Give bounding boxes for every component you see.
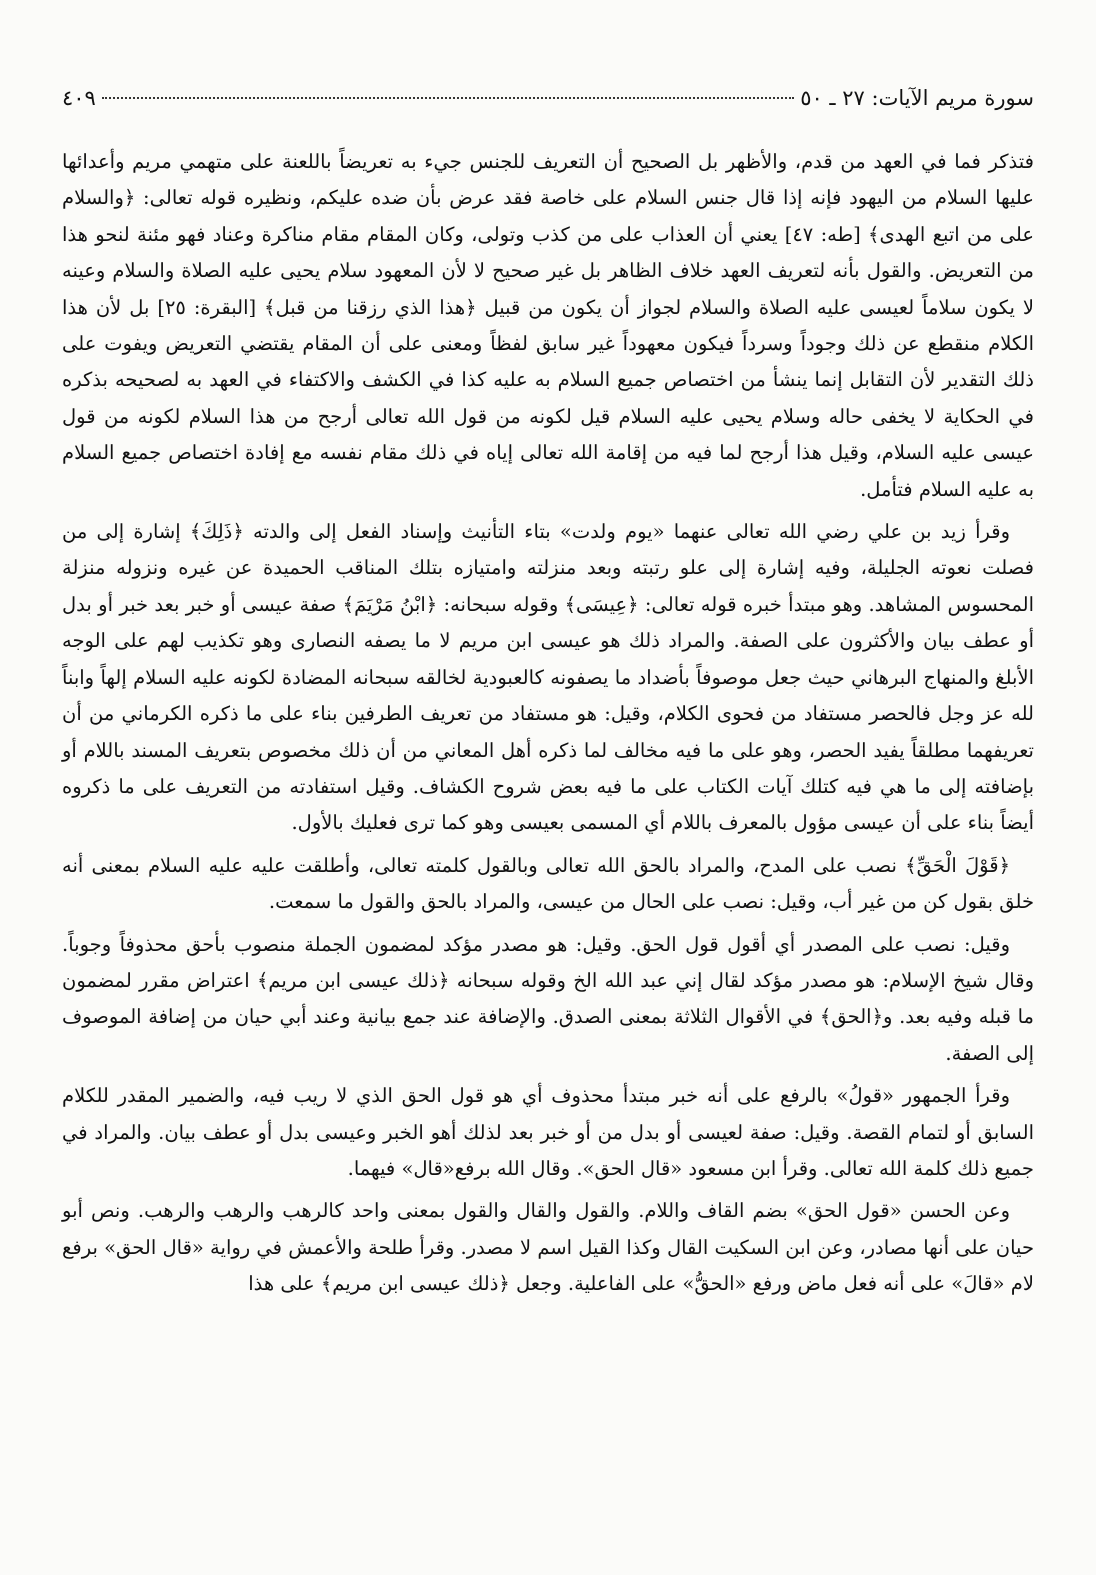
surah-title: سورة مريم الآيات: ٢٧ ـ ٥٠ [800, 86, 1034, 110]
paragraph-3: ﴿قَوْلَ الْحَقِّ﴾ نصب على المدح، والمراد بالحق الله تعالى وبالقول كلمته تعالى، وأطلقت عليه عليه السلام بمعنى أنه خلق بقول كن من غير أب، وقيل: نصب على الحال من عيسى، والمراد بالحق والقول ما سمعت. [62, 853, 1034, 914]
paragraph-4: وقيل: نصب على المصدر أي أقول قول الحق. وقيل: هو مصدر مؤكد لمضمون الجملة منصوب بأحق محذوفاً وجوباً. وقال شيخ الإسلام: هو مصدر مؤكد لقال إني عبد الله الخ وقوله سبحانه ﴿ذلك عيسى ابن مريم﴾ اعتراض مقرر لمضمون ما قبله وفيه بعد. و﴿الحق﴾ في الأقوال الثلاثة بمعنى الصدق. والإضافة عند جمع بيانية وعند أبي حيان من إضافة الموصوف إلى الصفة. [62, 932, 1034, 1065]
body-text [62, 144, 1034, 1303]
paragraph-2: وقرأ زيد بن علي رضي الله تعالى عنهما «يوم ولدت» بتاء التأنيث وإسناد الفعل إلى والدته ﴿ذَلِكَ﴾ إشارة إلى من فصلت نعوته الجليلة، وفيه إشارة إلى علو رتبته وبعد منزلته وامتيازه بتلك المناقب الحميدة عن غيره ونزوله منزلة المحسوس المشاهد. وهو مبتدأ خبره قوله تعالى: ﴿عِيسَى﴾ وقوله سبحانه: ﴿ابْنُ مَرْيَمَ﴾ صفة عيسى أو خبر بعد خبر أو بدل أو عطف بيان والأكثرون على الصفة. والمراد ذلك هو عيسى ابن مريم لا ما يصفه النصارى وهو تكذيب لهم على الوجه الأبلغ والمنهاج البرهاني حيث جعل موصوفاً بأضداد ما يصفونه كالعبودية لخالقه سبحانه المضادة لكونه عليه السلام إلهاً وابناً لله عز وجل فالحصر مستفاد من فحوى الكلام، وقيل: هو مستفاد من تعريف الطرفين بناء على ما ذكره الكرماني من أن تعريفهما مطلقاً يفيد الحصر، وهو على ما فيه مخالف لما ذكره أهل المعاني من أن ذلك مخصوص بتعريف المسند باللام أو بإضافته إلى ما هي فيه كتلك آيات الكتاب على ما فيه بعض شروح الكشاف. وقيل استفادته من التعريف على ما ذكروه أيضاً بناء على أن عيسى مؤول بالمعرف باللام أي المسمى بعيسى وهو كما ترى فعليك بالأول. [62, 520, 1034, 835]
leader-dots [102, 97, 794, 99]
paragraph-1: فتذكر فما في العهد من قدم، والأظهر بل الصحيح أن التعريف للجنس جيء به تعريضاً باللعنة على متهمي مريم وأعدائها عليها السلام من اليهود فإنه إذا قال جنس السلام على خاصة فقد عرض بأن ضده عليكم، ونظيره قوله تعالى: ﴿والسلام على من اتبع الهدى﴾ [طه: ٤٧] يعني أن العذاب على من كذب وتولى، وكان المقام مقام مناكرة وعناد فهو مئنة لنحو هذا من التعريض. والقول بأنه لتعريف العهد خلاف الظاهر بل غير صحيح لا لأن المعهود سلام يحيى عليه الصلاة والسلام وعينه لا يكون سلاماً لعيسى عليه الصلاة والسلام لجواز أن يكون من قبيل ﴿هذا الذي رزقنا من قبل﴾ [البقرة: ٢٥] بل لأن هذا الكلام منقطع عن ذلك وجوداً وسرداً فيكون معهوداً غير سابق لفظاً ومعنى على أن المقام يقتضي التعريض ويفوت على ذلك التقدير لأن التقابل إنما ينشأ من اختصاص جميع السلام به عليه كذا في الكشف والاكتفاء في العهد به لصحيحه بذكره في الحكاية لا يخفى حاله وسلام يحيى عليه السلام قيل لكونه من قول الله تعالى أرجح من هذا السلام لكونه من قول عيسى عليه السلام، وقيل هذا أرجح لما فيه من إقامة الله تعالى إياه في ذلك مقام نفسه مع إفادة اختصاص جميع السلام به عليه السلام فتأمل. [62, 150, 1034, 501]
running-header [62, 86, 1034, 110]
paragraph-6: وعن الحسن «قول الحق» بضم القاف واللام. والقول والقال والقول بمعنى واحد كالرهب والرهب والرهب. ونص أبو حيان على أنها مصادر، وعن ابن السكيت القال وكذا القيل اسم لا مصدر. وقرأ طلحة والأعمش في رواية «قال الحق» برفع لام «قالَ» على أنه فعل ماض ورفع «الحقُّ» على الفاعلية. وجعل ﴿ذلك عيسى ابن مريم﴾ على هذا [62, 1199, 1034, 1296]
paragraph-5: وقرأ الجمهور «قولُ» بالرفع على أنه خبر مبتدأ محذوف أي هو قول الحق الذي لا ريب فيه، والضمير المقدر للكلام السابق أو لتمام القصة. وقيل: صفة لعيسى أو بدل من أو خبر بعد لذلك أهو الخبر وعيسى بدل أو عطف بيان. والمراد في جميع ذلك كلمة الله تعالى. وقرأ ابن مسعود «قال الحق». وقال الله برفع«قال» فيهما. [62, 1084, 1034, 1180]
page-number: ٤٠٩ [62, 86, 96, 110]
